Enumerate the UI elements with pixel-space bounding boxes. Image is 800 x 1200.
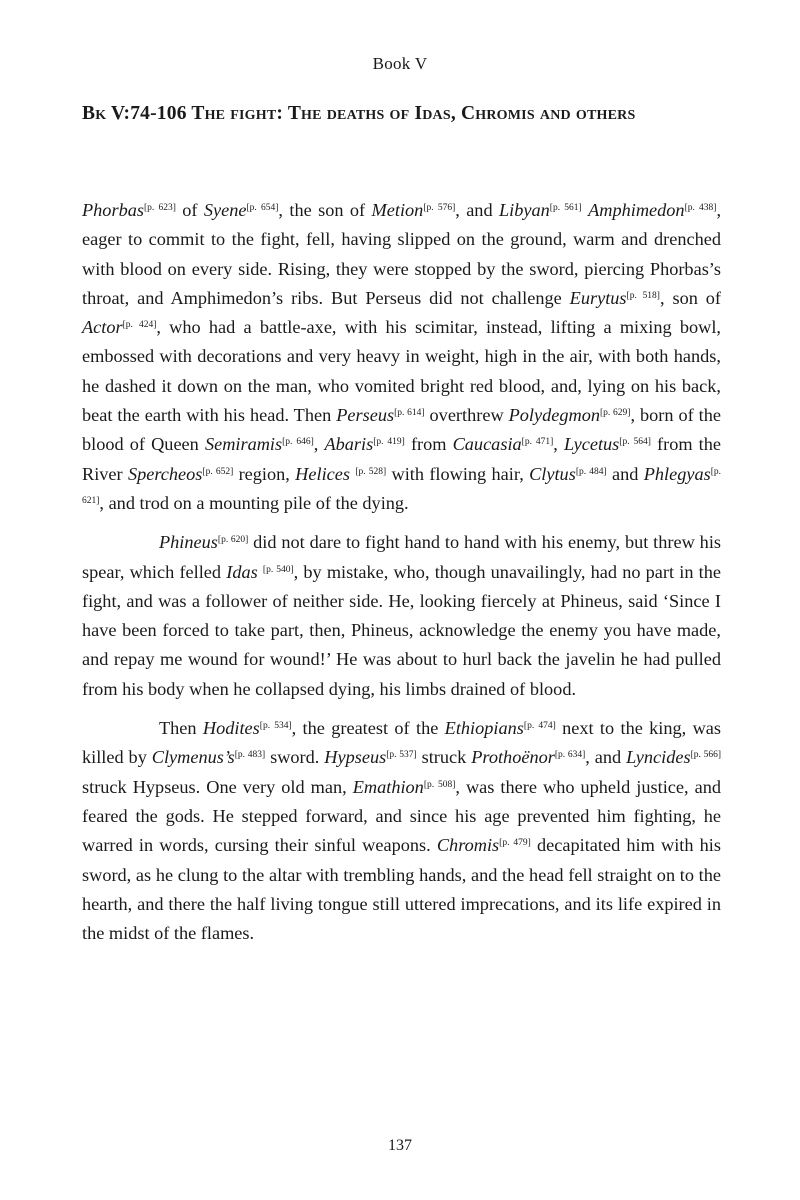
page-reference: [p. 561] — [549, 203, 582, 213]
proper-name: Amphimedon — [588, 200, 685, 220]
paragraph — [82, 528, 721, 704]
text-run: , — [313, 434, 325, 455]
proper-name: Semiramis — [204, 434, 283, 455]
page-reference: [p. 483] — [234, 750, 266, 761]
page-number: 137 — [388, 1137, 412, 1154]
text-run: , who had a battle-axe, with his scimitar, instead, lifting a mixing bowl, embossed with decorations and very heavy in weight, high in the air, with both hands, he dashed it down on the man, who vomited bright red blood, and, lying on his back, beat the earth with his head. Then — [82, 317, 722, 426]
text-run: struck — [416, 747, 472, 768]
text-run: , and trod on a mounting pile of the dying. — [99, 492, 409, 513]
proper-name: Clymenus’s — [151, 747, 235, 768]
proper-name: Hypseus — [324, 747, 387, 768]
page-reference: [p. 566] — [690, 750, 722, 761]
page-reference: [p. 479] — [499, 838, 531, 849]
running-head: Book V — [372, 54, 428, 73]
proper-name: Abaris — [324, 434, 374, 455]
page-reference: [p. 484] — [575, 466, 607, 477]
page-reference: [p. 528] — [355, 466, 387, 477]
page-reference: [p. 534] — [259, 721, 292, 732]
page-reference: [p. 634] — [554, 750, 586, 761]
proper-name: Phlegyas — [643, 463, 711, 484]
proper-name: Eurytus — [569, 287, 627, 308]
proper-name: Emathion — [352, 776, 424, 797]
page-reference: [p. 614] — [394, 408, 425, 419]
proper-name: Metion — [371, 200, 424, 220]
text-run: region, — [233, 463, 296, 484]
paragraph — [82, 196, 721, 518]
text-run: from the River — [82, 434, 722, 484]
page-reference: [p. 652] — [202, 466, 234, 477]
page-reference: [p. 471] — [521, 437, 554, 448]
text-run: did not dare to fight hand to hand with his enemy, but threw his spear, which felled — [82, 532, 722, 582]
proper-name: Lyncides — [626, 747, 691, 768]
text-run: , and — [455, 200, 499, 220]
page-reference: [p. 474] — [523, 721, 556, 732]
proper-name: Lycetus — [563, 434, 620, 455]
text-run: next to the king, was killed by — [82, 718, 722, 768]
text-run: from — [404, 434, 453, 455]
text-run: , was there who upheld justice, and feared the gods. He stepped forward, and since his age prevented him fighting, he warred in words, cursing their sinful weapons. — [82, 776, 722, 856]
proper-name: Clytus — [529, 463, 576, 484]
proper-name: Syene — [203, 200, 247, 220]
proper-name: Idas — [226, 561, 258, 582]
chapter-title: Bk V:74-106 The fight: The deaths of Idas, Chromis and others — [82, 103, 636, 124]
proper-name: Polydegmon — [508, 405, 600, 426]
page-reference: [p. 419] — [373, 437, 405, 448]
proper-name: Libyan — [498, 200, 550, 220]
page-reference: [p. 576] — [423, 203, 456, 213]
proper-name: Ethiopians — [444, 718, 524, 739]
proper-name: Spercheos — [127, 463, 203, 484]
proper-name: Chromis — [436, 835, 500, 856]
text-run: , — [553, 434, 564, 455]
text-run: , the greatest of the — [291, 718, 445, 739]
text-run: sword. — [265, 747, 325, 768]
proper-name: Perseus — [336, 405, 395, 426]
page-reference: [p. 646] — [282, 437, 314, 448]
page-reference: [p. 621] — [82, 466, 722, 506]
proper-name: Phineus — [159, 532, 218, 553]
page-reference: [p. 424] — [122, 320, 157, 331]
text-run: , and — [585, 747, 627, 768]
page-reference: [p. 508] — [423, 779, 456, 790]
page-reference: [p. 623] — [143, 203, 176, 213]
text-run: overthrew — [424, 405, 509, 426]
text-run: , son of — [659, 287, 722, 308]
proper-name: Caucasia — [452, 434, 522, 455]
text-run: with flowing hair, — [386, 463, 530, 484]
text-run: , the son of — [278, 200, 372, 220]
page-reference: [p. 518] — [626, 290, 660, 301]
page-reference: [p. 654] — [246, 203, 279, 213]
text-run: and — [606, 463, 644, 484]
paragraph — [82, 714, 721, 948]
page-reference: [p. 629] — [600, 408, 631, 419]
body-text — [82, 196, 721, 958]
text-run: of — [175, 200, 204, 220]
proper-name: Phorbas — [82, 200, 144, 220]
proper-name: Helices — [295, 463, 350, 484]
text-run: decapitated him with his sword, as he clung to the altar with trembling hands, and the head fell straight on to the hearth, and there the half living tongue still uttered imprecations, and its life expired in the midst of the flames. — [82, 835, 721, 944]
text-run: , eager to commit to the fight, fell, having slipped on the ground, warm and drenched with blood on every side. Rising, they were stopped by the sword, piercing Phorbas’s throat, and Amphimedon’s ribs. But Perseus did not challenge — [82, 200, 722, 308]
page-reference: [p. 564] — [619, 437, 651, 448]
text-run: Then — [159, 718, 203, 739]
proper-name: Prothoënor — [471, 747, 555, 768]
page-reference: [p. 620] — [217, 535, 249, 546]
page-reference: [p. 438] — [684, 203, 717, 213]
page-reference: [p. 540] — [262, 564, 294, 575]
text-run: , born of the blood of Queen — [82, 405, 722, 455]
text-run: struck Hypseus. One very old man, — [82, 776, 353, 797]
page-reference: [p. 537] — [386, 750, 417, 761]
proper-name: Hodites — [202, 718, 260, 739]
proper-name: Actor — [82, 317, 123, 338]
text-run: , by mistake, who, though unavailingly, had no part in the fight, and was a follower of neither side. He, looking fiercely at Phineus, said ‘Since I have been forced to take part, then, Phineus, acknowledge the enemy you have made, and repay me wound for wound!’ He was about to hurl back the javelin he had pulled from his body when he collapsed dying, his limbs drained of blood. — [82, 561, 721, 699]
